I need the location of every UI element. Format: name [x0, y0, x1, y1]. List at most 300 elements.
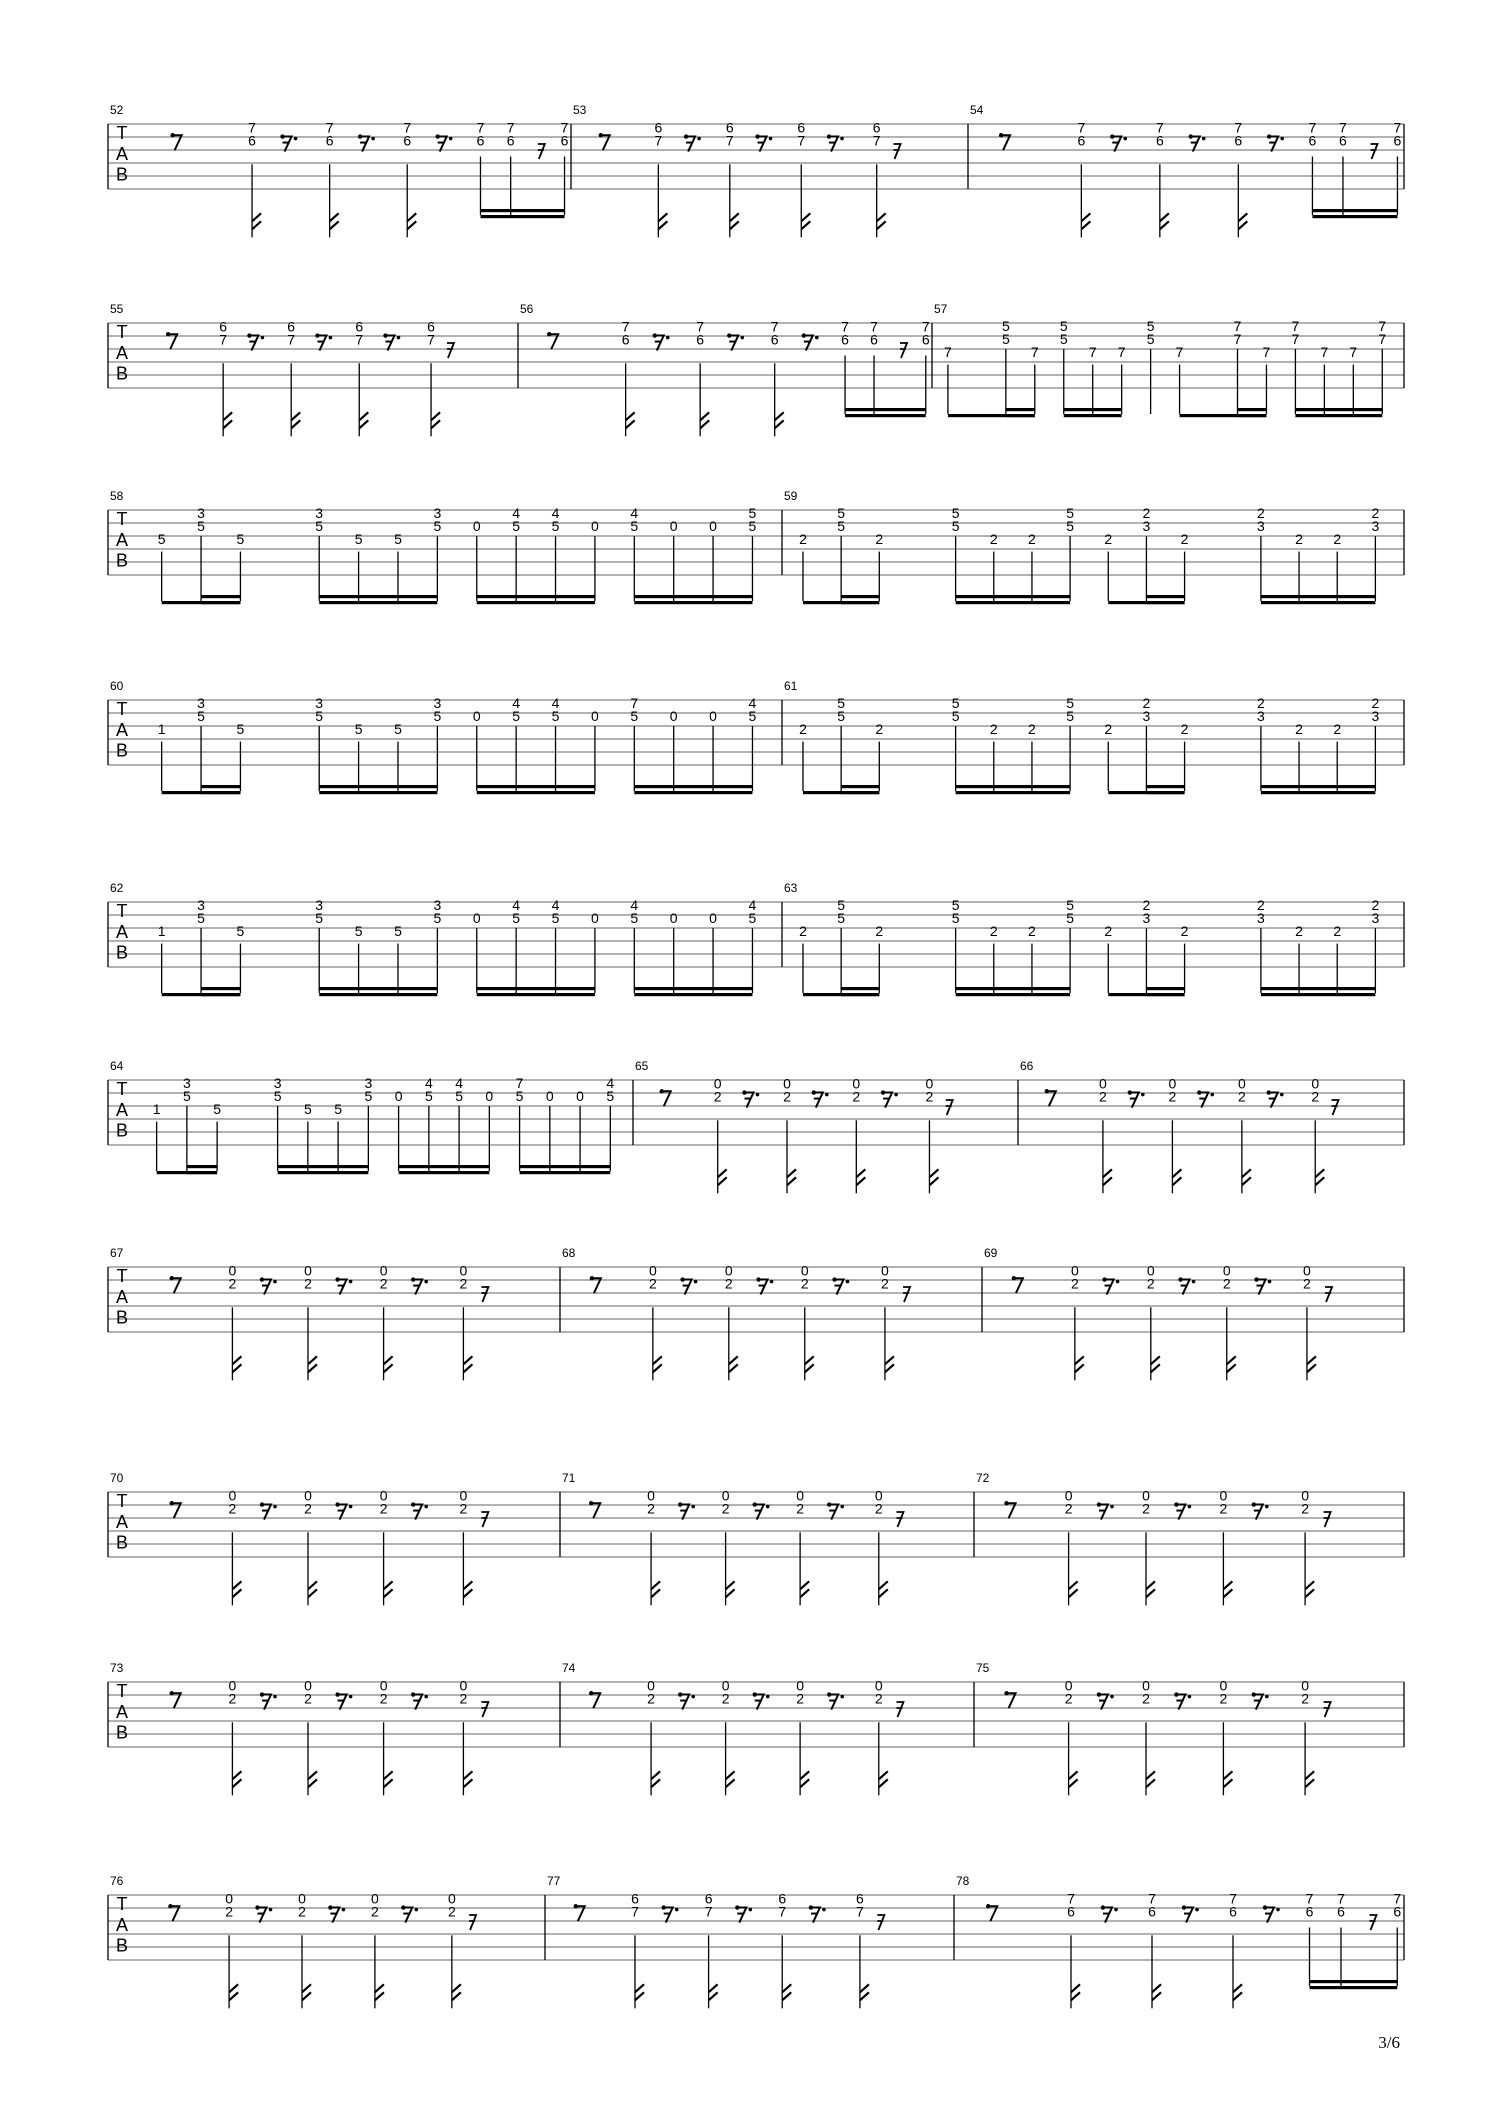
fret-number: 2 [304, 1690, 312, 1707]
fret-number: 5 [515, 1087, 524, 1104]
fret-number: 5 [1066, 504, 1075, 521]
stem-flag [775, 412, 784, 428]
stem-flag [1152, 1984, 1161, 2000]
fret-number: 2 [989, 922, 998, 939]
rest-dot-head [827, 1692, 831, 1696]
fret-number: 0 [800, 1262, 809, 1279]
rest-dot-head [735, 1905, 739, 1909]
fret-number: 0 [576, 1087, 584, 1104]
fret-number: 0 [459, 1677, 468, 1694]
fret-number: 5 [512, 707, 521, 724]
rest-dot [342, 1908, 346, 1912]
fret-number: 0 [1064, 1677, 1073, 1694]
measure-66 [1020, 1059, 1404, 1193]
fret-number: 2 [1142, 504, 1151, 521]
fret-number: 5 [354, 922, 363, 939]
fret-number: 5 [748, 707, 757, 724]
rest-dot-head [170, 1691, 174, 1695]
fret-number: 0 [472, 517, 481, 534]
fret-number: 6 [1077, 132, 1086, 149]
tab-clef-a: A [115, 1286, 129, 1307]
fret-number: 0 [669, 707, 678, 724]
stem-flag [700, 412, 709, 428]
eighth-rest [1254, 1505, 1263, 1520]
fret-number: 0 [647, 1487, 655, 1504]
fret-number: 5 [182, 1087, 191, 1104]
measure-67 [110, 1246, 560, 1380]
fret-number: 0 [669, 909, 678, 926]
rest-dot-head [411, 1277, 415, 1281]
stem-flag [729, 1356, 738, 1372]
rest-dot [1280, 137, 1284, 141]
fret-number: 7 [1148, 1890, 1156, 1907]
stem-flag [651, 1771, 660, 1787]
fret-number: 7 [1337, 1890, 1345, 1907]
eighth-rest [814, 1093, 823, 1108]
fret-number: 0 [1142, 1677, 1150, 1694]
fret-number: 6 [476, 132, 485, 149]
fret-number: 2 [875, 720, 884, 737]
tab-system [108, 489, 1404, 604]
fret-number: 6 [1234, 132, 1243, 149]
eighth-rest [1184, 1908, 1193, 1923]
beam [634, 987, 752, 990]
fret-number: 6 [797, 119, 806, 136]
fret-number: 3 [197, 694, 205, 711]
fret-number: 7 [1291, 330, 1300, 347]
beam [319, 595, 437, 598]
rest-dot-head [589, 1501, 593, 1505]
fret-number: 2 [989, 530, 998, 547]
beam [319, 785, 437, 788]
eighth-rest [1269, 1093, 1278, 1108]
fret-number: 5 [606, 1087, 615, 1104]
stem-flag [801, 213, 810, 229]
tab-clef-t: T [116, 1490, 128, 1511]
rest-dot-head [1004, 1501, 1008, 1505]
fret-number: 6 [696, 331, 705, 348]
tab-system [108, 679, 1404, 794]
fret-number: 0 [591, 909, 599, 926]
rest-dot [756, 1093, 760, 1097]
rest-dot [1276, 1908, 1280, 1912]
fret-number: 2 [371, 1903, 379, 1920]
fret-number: 2 [875, 922, 884, 939]
rest-dot-head [260, 1502, 264, 1506]
stem-flag [359, 412, 368, 428]
fret-number: 5 [394, 720, 402, 737]
stem-flag [726, 1771, 735, 1787]
fret-number: 2 [1104, 720, 1113, 737]
rest-dot-head [753, 1692, 757, 1696]
measure-61 [784, 679, 1404, 794]
fret-number: 5 [951, 517, 960, 534]
fret-number: 5 [197, 707, 205, 724]
fret-number: 2 [799, 720, 807, 737]
tab-clef-b: B [115, 740, 129, 761]
fret-number: 5 [364, 1087, 373, 1104]
stem-flag [635, 1984, 644, 2000]
stem-flag [787, 1169, 796, 1185]
fret-number: 7 [725, 132, 734, 149]
beam [841, 595, 879, 598]
measure-77 [547, 1874, 954, 2008]
fret-number: 0 [1219, 1487, 1228, 1504]
fret-number: 6 [1229, 1903, 1237, 1920]
fret-number: 0 [669, 517, 678, 534]
beam [1295, 408, 1382, 411]
rest-dot [815, 336, 819, 340]
beam [477, 785, 595, 788]
fret-number: 5 [837, 517, 846, 534]
measure-number: 71 [562, 1471, 576, 1485]
fret-number: 6 [287, 318, 296, 335]
rest-dot [766, 1505, 770, 1509]
fret-number: 0 [648, 1262, 657, 1279]
rest-dot-head [335, 1277, 339, 1281]
fret-number: 6 [870, 331, 878, 348]
fret-number: 6 [219, 318, 228, 335]
fret-number: 5 [1066, 694, 1075, 711]
fret-number: 5 [236, 530, 245, 547]
rest-dot-head [1012, 1276, 1016, 1280]
stem-flag [653, 1356, 662, 1372]
fret-number: 2 [1222, 1275, 1231, 1292]
beam [1310, 1980, 1398, 1983]
measure-57 [934, 302, 1404, 417]
beam [1261, 595, 1375, 598]
fret-number: 5 [236, 720, 245, 737]
fret-number: 7 [1233, 330, 1242, 347]
sixteenth-rest [900, 343, 907, 358]
fret-number: 4 [630, 504, 639, 521]
fret-number: 7 [1349, 343, 1358, 360]
rest-dot [840, 1505, 844, 1509]
fret-number: 6 [841, 331, 849, 348]
fret-number: 2 [228, 1500, 237, 1517]
eighth-rest [1105, 1280, 1114, 1295]
fret-number: 5 [433, 909, 442, 926]
fret-number: 2 [796, 1500, 805, 1517]
sixteenth-rest [1332, 1100, 1339, 1115]
rest-dot-head [328, 1905, 332, 1909]
fret-number: 5 [837, 504, 846, 521]
fret-number: 3 [1142, 517, 1151, 534]
rest-dot [840, 1695, 844, 1699]
beam [1006, 414, 1035, 417]
rest-dot-head [1267, 1090, 1271, 1094]
measure-number: 78 [956, 1874, 970, 1888]
eighth-rest [680, 1505, 689, 1520]
fret-number: 0 [1219, 1677, 1228, 1694]
fret-number: 2 [379, 1690, 388, 1707]
sixteenth-rest [896, 1702, 903, 1717]
fret-number: 5 [213, 1100, 222, 1117]
fret-number: 6 [921, 331, 930, 348]
stem-flag [651, 1581, 660, 1597]
eighth-rest [686, 137, 695, 152]
measure-number: 68 [562, 1246, 576, 1260]
fret-number: 2 [1301, 1690, 1309, 1707]
fret-number: 5 [394, 530, 402, 547]
tab-clef-t: T [116, 1078, 128, 1099]
fret-number: 1 [157, 922, 166, 939]
fret-number: 7 [770, 318, 779, 335]
sixteenth-rest [481, 1287, 488, 1302]
fret-number: 2 [647, 1690, 655, 1707]
fret-number: 5 [455, 1087, 463, 1104]
stem-flag [709, 1984, 718, 2000]
fret-number: 5 [1066, 707, 1075, 724]
stem-flag [1307, 1356, 1316, 1372]
rest-dot [1123, 137, 1127, 141]
fret-number: 2 [298, 1903, 306, 1920]
rest-dot-head [1263, 1905, 1267, 1909]
fret-number: 0 [721, 1677, 730, 1694]
eighth-rest [330, 1908, 339, 1923]
fret-number: 7 [1339, 119, 1347, 136]
fret-number: 0 [709, 909, 717, 926]
fret-number: 7 [1229, 1890, 1237, 1907]
fret-number: 2 [721, 1690, 730, 1707]
fret-number: 0 [1099, 1075, 1107, 1092]
fret-number: 0 [1064, 1487, 1073, 1504]
eighth-rest [835, 1280, 844, 1295]
eighth-rest [1103, 1908, 1112, 1923]
fret-number: 2 [1295, 720, 1303, 737]
rest-dot-head [999, 133, 1003, 137]
tab-clef-a: A [115, 143, 129, 164]
fret-number: 7 [696, 318, 705, 335]
rest-dot [675, 1908, 679, 1912]
beam [1237, 414, 1266, 417]
measure-number: 76 [110, 1874, 124, 1888]
fret-number: 2 [459, 1690, 468, 1707]
tab-clef-b: B [115, 1307, 129, 1328]
fret-number: 5 [1001, 330, 1010, 347]
rest-dot-head [1102, 1277, 1106, 1281]
measure-number: 75 [976, 1661, 990, 1675]
rest-dot [449, 137, 453, 141]
rest-dot [691, 1505, 695, 1509]
rest-dot [1280, 1093, 1284, 1097]
rest-dot-head [260, 1692, 264, 1696]
eighth-rest [360, 137, 369, 152]
fret-number: 7 [778, 1903, 787, 1920]
rest-dot-head [1182, 1905, 1186, 1909]
fret-number: 2 [1295, 922, 1303, 939]
rest-dot-head [753, 1502, 757, 1506]
fret-number: 2 [459, 1275, 468, 1292]
rest-dot [694, 1280, 698, 1284]
rest-dot-head [411, 1692, 415, 1696]
stem-flag [1146, 1771, 1155, 1787]
beam [956, 791, 1070, 794]
stem-flag [1223, 1771, 1232, 1787]
eighth-rest [413, 1695, 422, 1710]
stem-flag [1238, 213, 1247, 229]
fret-number: 6 [778, 1890, 787, 1907]
beam [1146, 993, 1184, 996]
rest-dot-head [756, 1277, 760, 1281]
fret-number: 5 [1066, 909, 1075, 926]
fret-number: 7 [1378, 330, 1387, 347]
fret-number: 3 [1142, 909, 1151, 926]
sixteenth-rest [946, 1100, 953, 1115]
fret-number: 0 [225, 1890, 233, 1907]
stem-flag [879, 1581, 888, 1597]
fret-number: 7 [1393, 1890, 1402, 1907]
fret-number: 2 [228, 1690, 237, 1707]
eighth-rest [338, 1280, 347, 1295]
measure-number: 58 [110, 489, 124, 503]
stem-flag [232, 1771, 241, 1787]
fret-number: 5 [315, 517, 324, 534]
fret-number: 0 [925, 1075, 934, 1092]
tab-clef-t: T [116, 1893, 128, 1914]
beam [201, 785, 240, 788]
rest-dot [273, 1505, 277, 1509]
fret-number: 0 [371, 1890, 379, 1907]
stem-flag [1233, 1984, 1242, 2000]
stem-flag [308, 1581, 317, 1597]
eighth-rest [759, 1280, 768, 1295]
fret-number: 2 [1142, 896, 1151, 913]
rest-dot-head [547, 332, 551, 336]
fret-number: 7 [287, 331, 296, 348]
eighth-rest [1269, 137, 1278, 152]
fret-number: 6 [1337, 1903, 1345, 1920]
tab-clef-b: B [115, 550, 129, 571]
beam [399, 1171, 490, 1174]
measure-number: 56 [520, 302, 534, 316]
stem-flag [463, 1771, 472, 1787]
tab-clef-a: A [115, 719, 129, 740]
beam [1006, 408, 1035, 411]
sixteenth-rest [896, 1512, 903, 1527]
rest-dot-head [653, 333, 657, 337]
fret-number: 5 [951, 694, 960, 711]
fret-number: 2 [1237, 1088, 1246, 1105]
measure-number: 70 [110, 1471, 124, 1485]
stem-flag [929, 1169, 938, 1185]
stem-flag [1223, 1581, 1232, 1597]
fret-number: 2 [1301, 1500, 1309, 1517]
measure-53 [573, 103, 968, 237]
fret-number: 2 [1311, 1088, 1320, 1105]
rest-dot-head [436, 134, 440, 138]
fret-number: 0 [459, 1487, 468, 1504]
rest-dot-head [260, 1277, 264, 1281]
stem-flag [463, 1581, 472, 1597]
rest-dot-head [1097, 1692, 1101, 1696]
fret-number: 3 [433, 504, 442, 521]
measure-number: 54 [970, 103, 984, 117]
stem-flag [730, 213, 739, 229]
stem-flag [782, 1984, 791, 2000]
rest-dot-head [1004, 1691, 1008, 1695]
rest-dot [273, 1695, 277, 1699]
rest-dot-head [599, 133, 603, 137]
rest-dot-head [1174, 1692, 1178, 1696]
rest-dot [894, 1093, 898, 1097]
beam [201, 993, 240, 996]
tab-system [108, 881, 1404, 996]
rest-dot-head [678, 1502, 682, 1506]
fret-number: 2 [1028, 922, 1036, 939]
fret-number: 5 [334, 1100, 343, 1117]
fret-number: 2 [875, 530, 884, 547]
rest-dot-head [247, 333, 251, 337]
tab-clef-b: B [115, 1120, 129, 1141]
eighth-rest [1199, 1093, 1208, 1108]
fret-number: 5 [303, 1100, 312, 1117]
rest-dot-head [1097, 1502, 1101, 1506]
beam [319, 791, 437, 794]
stem-flag [291, 412, 300, 428]
measure-number: 65 [635, 1059, 649, 1073]
beam [1261, 791, 1375, 794]
fret-number: 0 [379, 1487, 388, 1504]
measure-74 [562, 1661, 974, 1795]
beam [278, 1171, 369, 1174]
stem-flag [308, 1356, 317, 1372]
fret-number: 7 [856, 1903, 864, 1920]
fret-number: 2 [1064, 1500, 1073, 1517]
stem-flag [1081, 213, 1090, 229]
fret-number: 2 [874, 1690, 883, 1707]
beam [1312, 215, 1397, 218]
fret-number: 2 [459, 1500, 468, 1517]
fret-number: 7 [506, 119, 515, 136]
fret-number: 2 [1219, 1690, 1228, 1707]
measure-58 [110, 489, 782, 604]
fret-number: 4 [551, 694, 560, 711]
rest-dot [329, 336, 333, 340]
fret-number: 2 [1180, 720, 1189, 737]
measure-number: 74 [562, 1661, 576, 1675]
fret-number: 7 [248, 119, 256, 136]
fret-number: 6 [654, 119, 663, 136]
fret-number: 0 [545, 1087, 554, 1104]
beam [956, 987, 1070, 990]
eighth-rest [283, 137, 292, 152]
measure-number: 72 [976, 1471, 990, 1485]
stem-flag [1315, 1169, 1324, 1185]
rest-dot [749, 1908, 753, 1912]
fret-number: 5 [837, 896, 846, 913]
rest-dot [1195, 1908, 1199, 1912]
fret-number: 5 [433, 517, 442, 534]
measure-number: 60 [110, 679, 124, 693]
rest-dot-head [802, 333, 806, 337]
stem-flag [1103, 1169, 1112, 1185]
fret-number: 2 [1180, 922, 1189, 939]
fret-number: 0 [591, 517, 599, 534]
beam [1064, 408, 1122, 411]
fret-number: 2 [447, 1903, 456, 1920]
measure-65 [635, 1059, 1018, 1193]
fret-number: 7 [1117, 343, 1126, 360]
stem-flag [407, 213, 416, 229]
rest-dot-head [1045, 1089, 1049, 1093]
fret-number: 0 [1301, 1677, 1309, 1694]
tab-clef-a: A [115, 1511, 129, 1532]
fret-number: 4 [551, 504, 560, 521]
rest-dot-head [1110, 134, 1114, 138]
eighth-rest [829, 1695, 838, 1710]
beam [956, 785, 1070, 788]
